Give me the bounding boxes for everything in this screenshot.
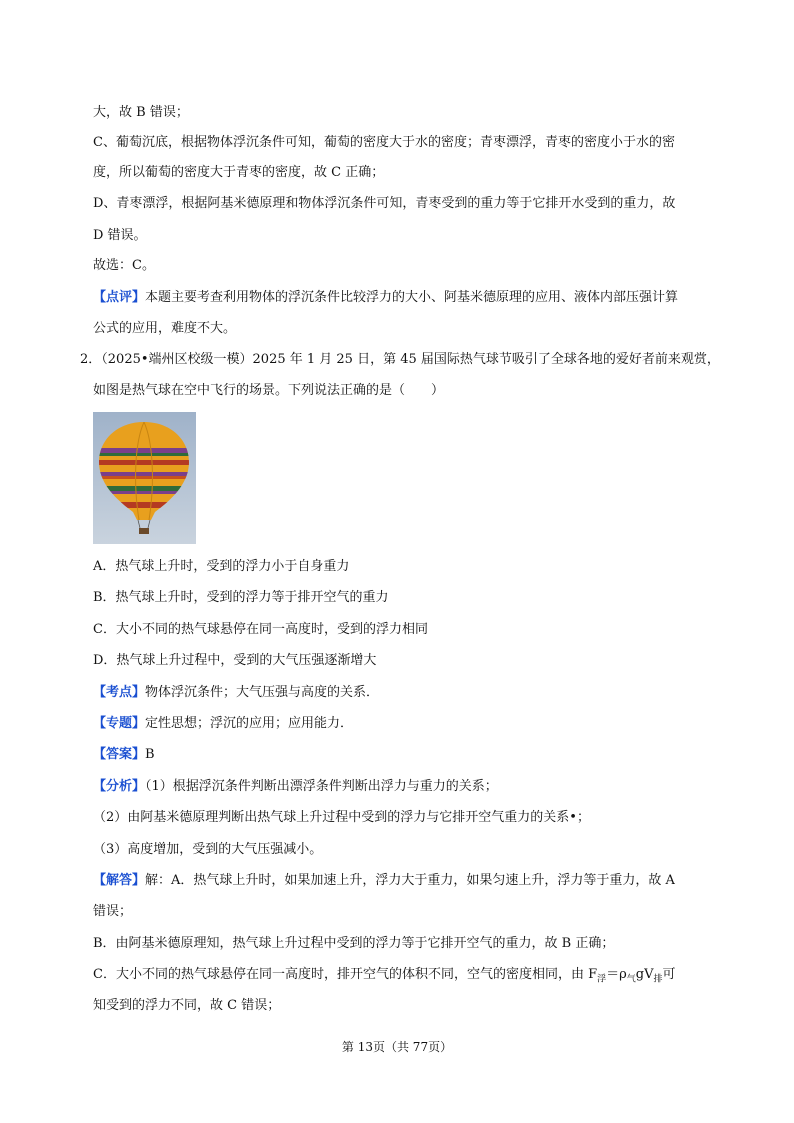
zhuanti-tag: 【专题】 <box>93 716 146 731</box>
formula-mid: ＝ρ <box>606 967 627 982</box>
zhuanti-text: 定性思想；浮沉的应用；应用能力． <box>145 716 354 731</box>
subscript-pai: 排 <box>653 974 663 985</box>
option-a: A．热气球上升时，受到的浮力小于自身重力 <box>93 559 350 574</box>
option-d: D．热气球上升过程中，受到的大气压强逐渐增大 <box>93 653 377 668</box>
subscript-qi: 气 <box>626 974 636 985</box>
solution-text-1: 解：A．热气球上升时，如果加速上升，浮力大于重力，如果匀速上升，浮力等于重力，故 A <box>145 873 675 888</box>
text-line: D 错误。 <box>93 228 147 243</box>
option-b: B．热气球上升时，受到的浮力等于排开空气的重力 <box>93 590 389 605</box>
question-2-stem: 2．（2025•端州区校级一模）2025 年 1 月 25 日，第 45 届国际热气球节吸引了全球各地的爱好者前来观赏， <box>80 352 720 367</box>
answer-paragraph <box>93 745 723 765</box>
hot-air-balloon-image <box>93 412 196 544</box>
zhuanti-paragraph <box>93 714 723 734</box>
answer-tag: 【答案】 <box>93 747 146 762</box>
analysis-line-2: （2）由阿基米德原理判断出热气球上升过程中受到的浮力与它排开空气重力的关系•； <box>93 810 590 825</box>
solution-paragraph <box>93 871 723 891</box>
text-line: 度，所以葡萄的密度大于青枣的密度，故 C 正确； <box>93 165 385 180</box>
kaodian-text: 物体浮沉条件；大气压强与高度的关系． <box>145 685 380 700</box>
option-c: C．大小不同的热气球悬停在同一高度时，受到的浮力相同 <box>93 622 428 637</box>
answer-text: B <box>145 747 155 762</box>
solution-tag: 【解答】 <box>93 873 146 888</box>
analysis-paragraph <box>93 777 723 797</box>
review-tag: 【点评】 <box>93 290 146 305</box>
kaodian-paragraph <box>93 683 723 703</box>
review-text: 本题主要考查利用物体的浮沉条件比较浮力的大小、阿基米德原理的应用、液体内部压强计算 <box>145 290 679 305</box>
analysis-text-1: （1）根据浮沉条件判断出漂浮条件判断出浮力与重力的关系； <box>145 779 498 794</box>
kaodian-tag: 【考点】 <box>93 685 146 700</box>
formula-end: 可 <box>662 967 676 982</box>
text-line: D、青枣漂浮，根据阿基米德原理和物体浮沉条件可知，青枣受到的重力等于它排开水受到的重力，故 <box>93 196 676 211</box>
solution-line-4 <box>93 965 723 990</box>
formula-gv: gV <box>635 967 654 982</box>
page-footer: 第 13页（共 77页） <box>341 1040 453 1054</box>
solution-line-4-text: C．大小不同的热气球悬停在同一高度时，排开空气的体积不同，空气的密度相同，由 F <box>93 967 598 982</box>
analysis-line-3: （3）高度增加，受到的大气压强减小。 <box>93 842 323 857</box>
solution-line-2: 错误； <box>93 904 133 919</box>
question-2-stem-cont: 如图是热气球在空中飞行的场景。下列说法正确的是（ ） <box>93 383 445 398</box>
solution-line-3: B．由阿基米德原理知，热气球上升过程中受到的浮力等于它排开空气的重力，故 B 正确； <box>93 936 615 951</box>
subscript-fu: 浮 <box>597 974 607 985</box>
review-paragraph <box>93 288 723 308</box>
text-line: C、葡萄沉底，根据物体浮沉条件可知，葡萄的密度大于水的密度；青枣漂浮，青枣的密度小于水的密 <box>93 135 675 150</box>
solution-line-5: 知受到的浮力不同，故 C 错误； <box>93 998 281 1013</box>
analysis-tag: 【分析】 <box>93 779 146 794</box>
text-line: 大，故 B 错误； <box>93 105 189 120</box>
text-line: 故选：C。 <box>93 258 155 273</box>
text-line: 公式的应用，难度不大。 <box>93 321 237 336</box>
